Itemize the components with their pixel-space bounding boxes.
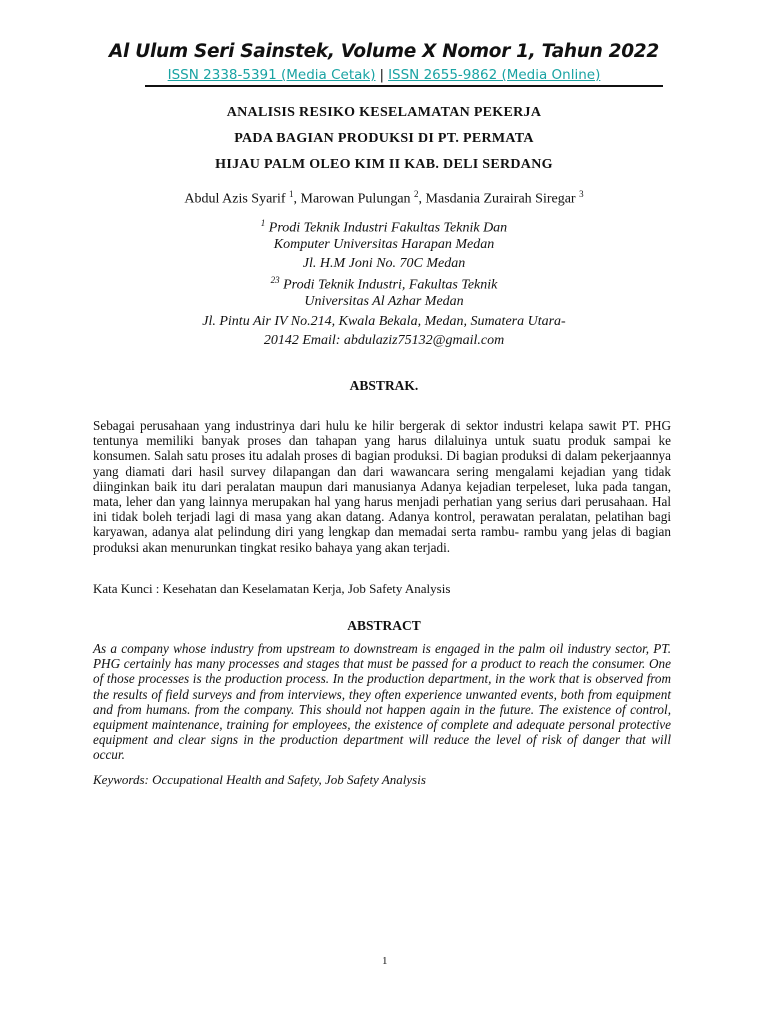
abstract-heading: ABSTRACT: [347, 618, 421, 633]
author-separator: ,: [418, 191, 426, 207]
author-name: Marowan Pulungan: [300, 191, 411, 207]
paper-title-line-1: ANALISIS RESIKO KESELAMATAN PEKERJA: [226, 105, 542, 120]
author-affiliation-mark: 1: [289, 189, 294, 199]
author-affiliation-mark: 2: [414, 189, 419, 199]
affiliation-mark: 1: [260, 218, 266, 228]
affiliation-text: Prodi Teknik Industri, Fakultas Teknik: [279, 277, 498, 293]
affiliation-text: Jl. Pintu Air IV No.214, Kwala Bekala, Medan, Sumatera Utara-: [202, 314, 566, 329]
issn-line: [0, 67, 768, 83]
author-name: Masdania Zurairah Siregar: [425, 191, 576, 207]
affiliation-line: [0, 275, 768, 294]
abstrak-heading: ABSTRAK.: [349, 378, 419, 393]
affiliation-mark: 23: [270, 275, 280, 285]
page-number: 1: [382, 955, 388, 967]
abstract-body: As a company whose industry from upstream to downstream is engaged in the palm oil industry sector, PT. PHG certainly has many processes and stages that must be passed for a product to reach the consumer. One of those processes is the production process. In the production department, in the work that is observed from the results of field surveys and from interviews, they often experience unwanted events, both from equipment and from humans. from the company. This should not happen again in the future. The existence of control, equipment maintenance, training for employees, the existence of complete and adequate personal protective equipment and clear signs in the production department will reduce the level of risk of danger that will occur.: [93, 641, 671, 763]
affiliation-email-line: [0, 333, 768, 349]
affiliation-line: [0, 218, 768, 237]
affiliation-line: [0, 294, 768, 310]
journal-title: Al Ulum Seri Sainstek, Volume X Nomor 1, Tahun 2022: [109, 41, 659, 62]
abstrak-body: Sebagai perusahaan yang industrinya dari hulu ke hilir bergerak di sektor industri kelapa sawit PT. PHG tentunya memiliki banyak proses dan tahapan yang harus dilaluinya untuk suatu produk sampai ke konsumen. Salah satu proses itu adalah proses di bagian produksi. Di bagian produksi di dalam pekerjaannya yang diamati dari hasil survey dilapangan dan dari wawancara sering mengalami kejadian yang tidak diinginkan baik itu dari peralatan maupun dari manusianya Adanya kejadian terpeleset, luka pada tangan, mata, leher dan yang lainnya merupakan hal yang harus menjadi perhatian yang serius dari perusahaan. Hal ini tidak boleh terjadi lagi di masa yang akan datang. Adanya kontrol, perawatan peralatan, pelatihan bagi karyawan, adanya alat pelindung diri yang lengkap dan memadai serta rambu- rambu yang jelas di bagian produksi akan menurunkan tingkat resiko bahaya yang akan terjadi.: [93, 418, 671, 555]
issn-online-link[interactable]: ISSN 2655-9862 (Media Online): [388, 67, 601, 83]
affiliation-line: [0, 256, 768, 272]
affiliation-line: [0, 314, 768, 330]
author-affiliation-mark: 3: [579, 189, 584, 199]
affiliation-text: Komputer Universitas Harapan Medan: [273, 237, 495, 252]
affiliation-text: Prodi Teknik Industri Fakultas Teknik Dan: [265, 220, 508, 236]
affiliation-line: [0, 237, 768, 253]
affiliation-text: 20142 Email: abdulaziz75132@gmail.com: [263, 333, 505, 348]
author-list: [0, 189, 768, 208]
issn-separator: |: [379, 67, 385, 83]
paper-title-line-2: PADA BAGIAN PRODUKSI DI PT. PERMATA: [234, 131, 534, 146]
issn-print-link[interactable]: ISSN 2338-5391 (Media Cetak): [167, 67, 376, 83]
author-separator: ,: [293, 191, 301, 207]
paper-title-line-3: HIJAU PALM OLEO KIM II KAB. DELI SERDANG: [215, 157, 553, 172]
abstract-keywords: Keywords: Occupational Health and Safety, Job Safety Analysis: [93, 772, 426, 787]
abstrak-keywords: Kata Kunci : Kesehatan dan Keselamatan Kerja, Job Safety Analysis: [93, 581, 451, 596]
header-divider: [145, 85, 663, 87]
author-name: Abdul Azis Syarif: [184, 191, 286, 207]
affiliation-text: Universitas Al Azhar Medan: [304, 294, 464, 309]
affiliation-text: Jl. H.M Joni No. 70C Medan: [302, 256, 466, 271]
